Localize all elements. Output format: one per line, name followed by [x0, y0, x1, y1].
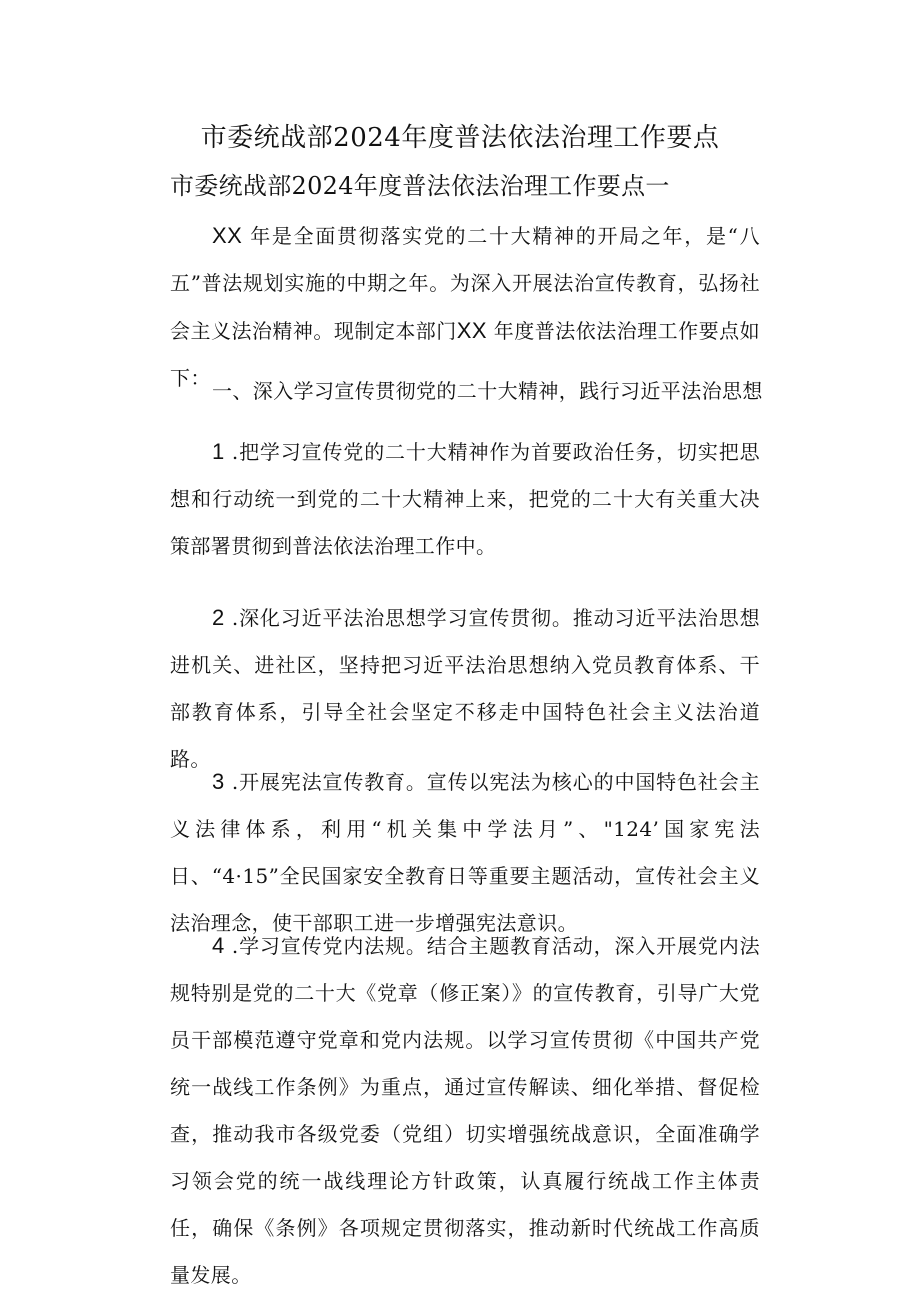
item-text: .把学习宣传党的二十大精神作为首要政治任务，切实把思想和行动统一到党的二十大精神上来，把党的二十大有关重大决策部署贯彻到普法依法治理工作中。: [170, 440, 760, 558]
list-item-2: [170, 594, 760, 783]
document-title: 市委统战部2024年度普法依法治理工作要点: [200, 123, 720, 153]
intro-year-placeholder: XX: [212, 223, 243, 248]
item-text: .深化习近平法治思想学习宣传贯彻。推动习近平法治思想进机关、进社区，坚持把习近平法治思想纳入党员教育体系、干部教育体系，引导全社会坚定不移走中国特色社会主义法治道路。: [170, 606, 760, 771]
list-item-4: [170, 922, 760, 1299]
intro-tail: 年度普法依法治理工作要点如下：: [170, 319, 760, 390]
item-number: 1: [212, 439, 225, 464]
intro-year-placeholder-2: XX: [456, 318, 487, 343]
document-subtitle: 市委统战部2024年度普法依法治理工作要点一: [170, 172, 670, 200]
list-item-3: [170, 758, 760, 947]
item-text: .开展宪法宣传教育。宣传以宪法为核心的中国特色社会主义法律体系，利用“机关集中学法月”、"124’国家宪法日、“4·15”全民国家安全教育日等重要主题活动，宣传社会主义法治理念，使干部职工进一步增强宪法意识。: [170, 770, 760, 935]
item-number: 4: [212, 933, 225, 958]
intro-text: 年是全面贯彻落实党的二十大精神的开局之年，是“八五”普法规划实施的中期之年。为深入开展法治宣传教育，弘扬社会主义法治精神。现制定本部门: [170, 224, 760, 343]
section-heading-1: 一、深入学习宣传贯彻党的二十大精神，践行习近平法治思想: [212, 379, 763, 403]
item-text: .学习宣传党内法规。结合主题教育活动，深入开展党内法规特别是党的二十大《党章（修正案）》的宣传教育，引导广大党员干部模范遵守党章和党内法规。以学习宣传贯彻《中国共产党统一战线工作条例》为重点，通过宣传解读、细化举措、督促检查，推动我市各级党委（党组）切实增强统战意识，全面准确学习领会党的统一战线理论方针政策，认真履行统战工作主体责任，确保《条例》各项规定贯彻落实，推动新时代统战工作高质量发展。: [170, 934, 760, 1287]
item-number: 3: [212, 769, 225, 794]
list-item-1: [170, 428, 760, 570]
item-number: 2: [212, 605, 225, 630]
